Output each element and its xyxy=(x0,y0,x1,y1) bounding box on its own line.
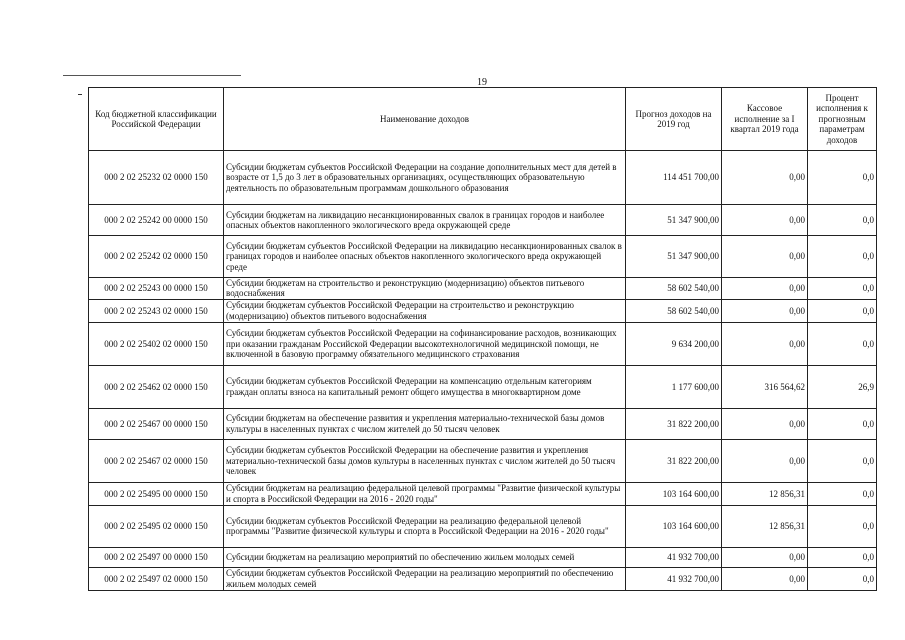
table-row xyxy=(89,439,877,482)
percent-cell: 0,0 xyxy=(808,236,877,278)
table-row xyxy=(89,278,877,300)
table-row xyxy=(89,236,877,278)
code-cell: 000 2 02 25467 02 0000 150 xyxy=(89,439,224,482)
code-cell: 000 2 02 25497 00 0000 150 xyxy=(89,547,224,567)
name-cell: Субсидии бюджетам на ликвидацию несанкционированных свалок в границах городов и наиболее опасных объектов накопленного экологического вреда окружающей среде xyxy=(224,205,626,236)
name-cell: Субсидии бюджетам субъектов Российской Федерации на обеспечение развития и укрепления материально-технической базы домов культуры в населенных пунктах с числом жителей до 50 тысяч человек xyxy=(224,439,626,482)
name-cell: Субсидии бюджетам на реализацию мероприятий по обеспечению жильем молодых семей xyxy=(224,547,626,567)
code-cell: 000 2 02 25242 00 0000 150 xyxy=(89,205,224,236)
code-cell: 000 2 02 25243 02 0000 150 xyxy=(89,299,224,322)
cash-execution-cell: 12 856,31 xyxy=(722,505,808,547)
name-cell: Субсидии бюджетам на строительство и реконструкцию (модернизацию) объектов питьевого водоснабжения xyxy=(224,278,626,300)
percent-cell: 26,9 xyxy=(808,365,877,408)
forecast-cell: 41 932 700,00 xyxy=(626,567,722,590)
name-cell: Субсидии бюджетам на реализацию федеральной целевой программы "Развитие физической культуры и спорта в Российской Федерации на 2016 - 2020 годы" xyxy=(224,482,626,505)
cash-execution-cell: 0,00 xyxy=(722,151,808,205)
cash-execution-cell: 0,00 xyxy=(722,408,808,439)
percent-cell: 0,0 xyxy=(808,299,877,322)
forecast-cell: 103 164 600,00 xyxy=(626,505,722,547)
table-row xyxy=(89,299,877,322)
header-cash-execution: Кассовое исполнение за I квартал 2019 года xyxy=(722,88,808,151)
forecast-cell: 1 177 600,00 xyxy=(626,365,722,408)
name-cell: Субсидии бюджетам субъектов Российской Федерации на реализацию мероприятий по обеспечению жильем молодых семей xyxy=(224,567,626,590)
cash-execution-cell: 12 856,31 xyxy=(722,482,808,505)
revenue-table xyxy=(88,87,877,591)
table-row xyxy=(89,567,877,590)
name-cell: Субсидии бюджетам субъектов Российской Федерации на реализацию федеральной целевой программы "Развитие физической культуры и спорта в Российской Федерации на 2016 - 2020 годы" xyxy=(224,505,626,547)
forecast-cell: 31 822 200,00 xyxy=(626,439,722,482)
cash-execution-cell: 0,00 xyxy=(722,567,808,590)
cash-execution-cell: 0,00 xyxy=(722,205,808,236)
table-row xyxy=(89,408,877,439)
name-cell: Субсидии бюджетам субъектов Российской Федерации на софинансирование расходов, возникающих при оказании гражданам Российской Федерации высокотехнологичной медицинской помощи, не включенной в базовую программу обязательного медицинского страхования xyxy=(224,322,626,365)
forecast-cell: 9 634 200,00 xyxy=(626,322,722,365)
name-cell: Субсидии бюджетам субъектов Российской Федерации на компенсацию отдельным категориям граждан оплаты взноса на капитальный ремонт общего имущества в многоквартирном доме xyxy=(224,365,626,408)
code-cell: 000 2 02 25467 00 0000 150 xyxy=(89,408,224,439)
code-cell: 000 2 02 25243 00 0000 150 xyxy=(89,278,224,300)
cash-execution-cell: 0,00 xyxy=(722,299,808,322)
forecast-cell: 51 347 900,00 xyxy=(626,205,722,236)
forecast-cell: 114 451 700,00 xyxy=(626,151,722,205)
table-row xyxy=(89,151,877,205)
percent-cell: 0,0 xyxy=(808,205,877,236)
forecast-cell: 31 822 200,00 xyxy=(626,408,722,439)
percent-cell: 0,0 xyxy=(808,408,877,439)
cash-execution-cell: 0,00 xyxy=(722,322,808,365)
header-name: Наименование доходов xyxy=(224,88,626,151)
code-cell: 000 2 02 25402 02 0000 150 xyxy=(89,322,224,365)
table-header-row xyxy=(89,88,877,151)
name-cell: Субсидии бюджетам субъектов Российской Федерации на строительство и реконструкцию (модернизацию) объектов питьевого водоснабжения xyxy=(224,299,626,322)
percent-cell: 0,0 xyxy=(808,151,877,205)
forecast-cell: 51 347 900,00 xyxy=(626,236,722,278)
name-cell: Субсидии бюджетам на обеспечение развития и укрепления материально-технической базы домов культуры в населенных пунктах с числом жителей до 50 тысяч человек xyxy=(224,408,626,439)
table-body xyxy=(89,151,877,591)
percent-cell: 0,0 xyxy=(808,482,877,505)
header-code: Код бюджетной классификации Российской Федерации xyxy=(89,88,224,151)
percent-cell: 0,0 xyxy=(808,322,877,365)
page-number: 19 xyxy=(477,77,487,88)
percent-cell: 0,0 xyxy=(808,505,877,547)
margin-mark xyxy=(78,94,82,95)
cash-execution-cell: 0,00 xyxy=(722,547,808,567)
table-row xyxy=(89,205,877,236)
code-cell: 000 2 02 25495 02 0000 150 xyxy=(89,505,224,547)
cash-execution-cell: 0,00 xyxy=(722,439,808,482)
name-cell: Субсидии бюджетам субъектов Российской Федерации на ликвидацию несанкционированных свалок в границах городов и наиболее опасных объектов накопленного экологического вреда окружающей среде xyxy=(224,236,626,278)
cash-execution-cell: 0,00 xyxy=(722,236,808,278)
forecast-cell: 58 602 540,00 xyxy=(626,278,722,300)
code-cell: 000 2 02 25242 02 0000 150 xyxy=(89,236,224,278)
table-row xyxy=(89,505,877,547)
percent-cell: 0,0 xyxy=(808,439,877,482)
code-cell: 000 2 02 25495 00 0000 150 xyxy=(89,482,224,505)
header-forecast: Прогноз доходов на 2019 год xyxy=(626,88,722,151)
table-row xyxy=(89,547,877,567)
forecast-cell: 41 932 700,00 xyxy=(626,547,722,567)
percent-cell: 0,0 xyxy=(808,278,877,300)
percent-cell: 0,0 xyxy=(808,567,877,590)
code-cell: 000 2 02 25462 02 0000 150 xyxy=(89,365,224,408)
table-row xyxy=(89,482,877,505)
percent-cell: 0,0 xyxy=(808,547,877,567)
cash-execution-cell: 0,00 xyxy=(722,278,808,300)
table-row xyxy=(89,322,877,365)
code-cell: 000 2 02 25232 02 0000 150 xyxy=(89,151,224,205)
code-cell: 000 2 02 25497 02 0000 150 xyxy=(89,567,224,590)
table-row xyxy=(89,365,877,408)
name-cell: Субсидии бюджетам субъектов Российской Федерации на создание дополнительных мест для детей в возрасте от 1,5 до 3 лет в образовательных организациях, осуществляющих образовательную деятельность по образовательным программам дошкольного образования xyxy=(224,151,626,205)
cash-execution-cell: 316 564,62 xyxy=(722,365,808,408)
top-rule xyxy=(63,75,241,76)
forecast-cell: 103 164 600,00 xyxy=(626,482,722,505)
header-percent: Процент исполнения к прогнозным параметрам доходов xyxy=(808,88,877,151)
forecast-cell: 58 602 540,00 xyxy=(626,299,722,322)
